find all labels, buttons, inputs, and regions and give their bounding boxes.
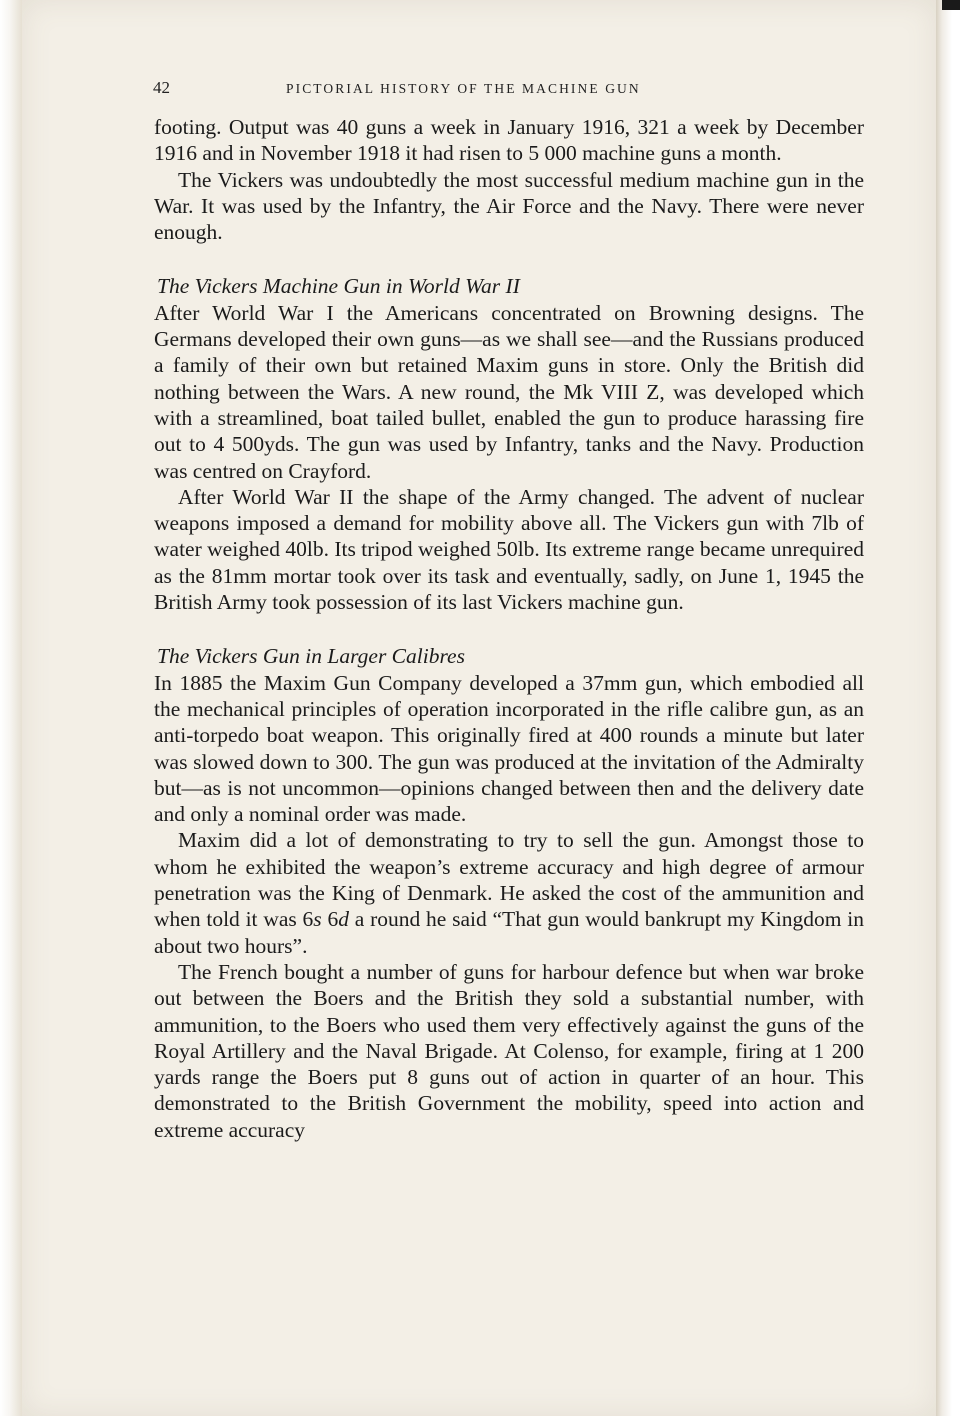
- paragraph-6-text-b: 6: [321, 907, 339, 932]
- paragraph-7: The French bought a number of guns for harbour defence but when war broke out between the Boers and the British they sold a substantial number, with ammunition, to the Boers who used them very effectively against the guns of the Royal Artillery and the Naval Brigade. At Colenso, for example, firing at 1 200 yards range the Boers put 8 guns out of action in quarter of an hour. This demonstrated to the British Government the mobility, speed into action and extreme accuracy: [154, 959, 864, 1142]
- paragraph-5: In 1885 the Maxim Gun Company developed a 37mm gun, which embodied all the mechanical principles of operation incorporated in the rifle calibre gun, as an anti-torpedo boat weapon. This originally fired at 400 rounds a minute but later was slowed down to 300. The gun was produced at the invitation of the Admiralty but—as is not uncommon—opinions changed between then and the delivery date and only a nominal order was made.: [154, 670, 864, 827]
- paragraph-6-text-c: a round he said “That gun would bankrupt my Kingdom in about two hours”.: [154, 907, 865, 958]
- paragraph-1: footing. Output was 40 guns a week in January 1916, 321 a week by December 1916 and in November 1918 it had risen to 5 000 machine guns a month.: [154, 115, 864, 166]
- pence-symbol: d: [338, 907, 349, 932]
- body-text: [154, 114, 864, 1143]
- section-heading-ww2: The Vickers Machine Gun in World War II: [157, 274, 520, 299]
- paragraph-4: After World War II the shape of the Army changed. The advent of nuclear weapons imposed a demand for mobility above all. The Vickers gun with 7lb of water weighed 40lb. Its tripod weighed 50lb. Its extreme range became unrequired as the 81mm mortar took over its task and eventually, sadly, on June 1, 1945 the British Army took possession of its last Vickers machine gun.: [154, 484, 864, 615]
- corner-scan-mark: [942, 0, 960, 10]
- page-header: [153, 78, 865, 100]
- paragraph-6-text-a: Maxim did a lot of demonstrating to try to sell the gun. Amongst those to whom he exhibited the weapon’s extreme accuracy and high degree of armour penetration was the King of Denmark. He asked the cost of the ammunition and when told it was 6: [154, 828, 864, 932]
- shillings-symbol: s: [313, 907, 322, 932]
- paragraph-3: After World War I the Americans concentrated on Browning designs. The Germans developed their own guns—as we shall see—and the Russians produced a family of their own but retained Maxim guns in store. Only the British did nothing between the Wars. A new round, the Mk VIII Z, was developed which with a streamlined, boat tailed bullet, enabled the gun to produce harassing fire out to 4 500yds. The gun was used by Infantry, tanks and the Navy. Production was centred on Crayford.: [154, 300, 864, 483]
- paragraph-6: [154, 827, 864, 958]
- running-title: PICTORIAL HISTORY OF THE MACHINE GUN: [286, 81, 641, 96]
- page-left-margin: [0, 0, 22, 1416]
- page-right-margin: [936, 0, 960, 1416]
- page-number: 42: [153, 78, 170, 97]
- paragraph-2: The Vickers was undoubtedly the most successful medium machine gun in the War. It was used by the Infantry, the Air Force and the Navy. There were never enough.: [154, 167, 864, 245]
- section-heading-larger-calibres: The Vickers Gun in Larger Calibres: [157, 644, 465, 669]
